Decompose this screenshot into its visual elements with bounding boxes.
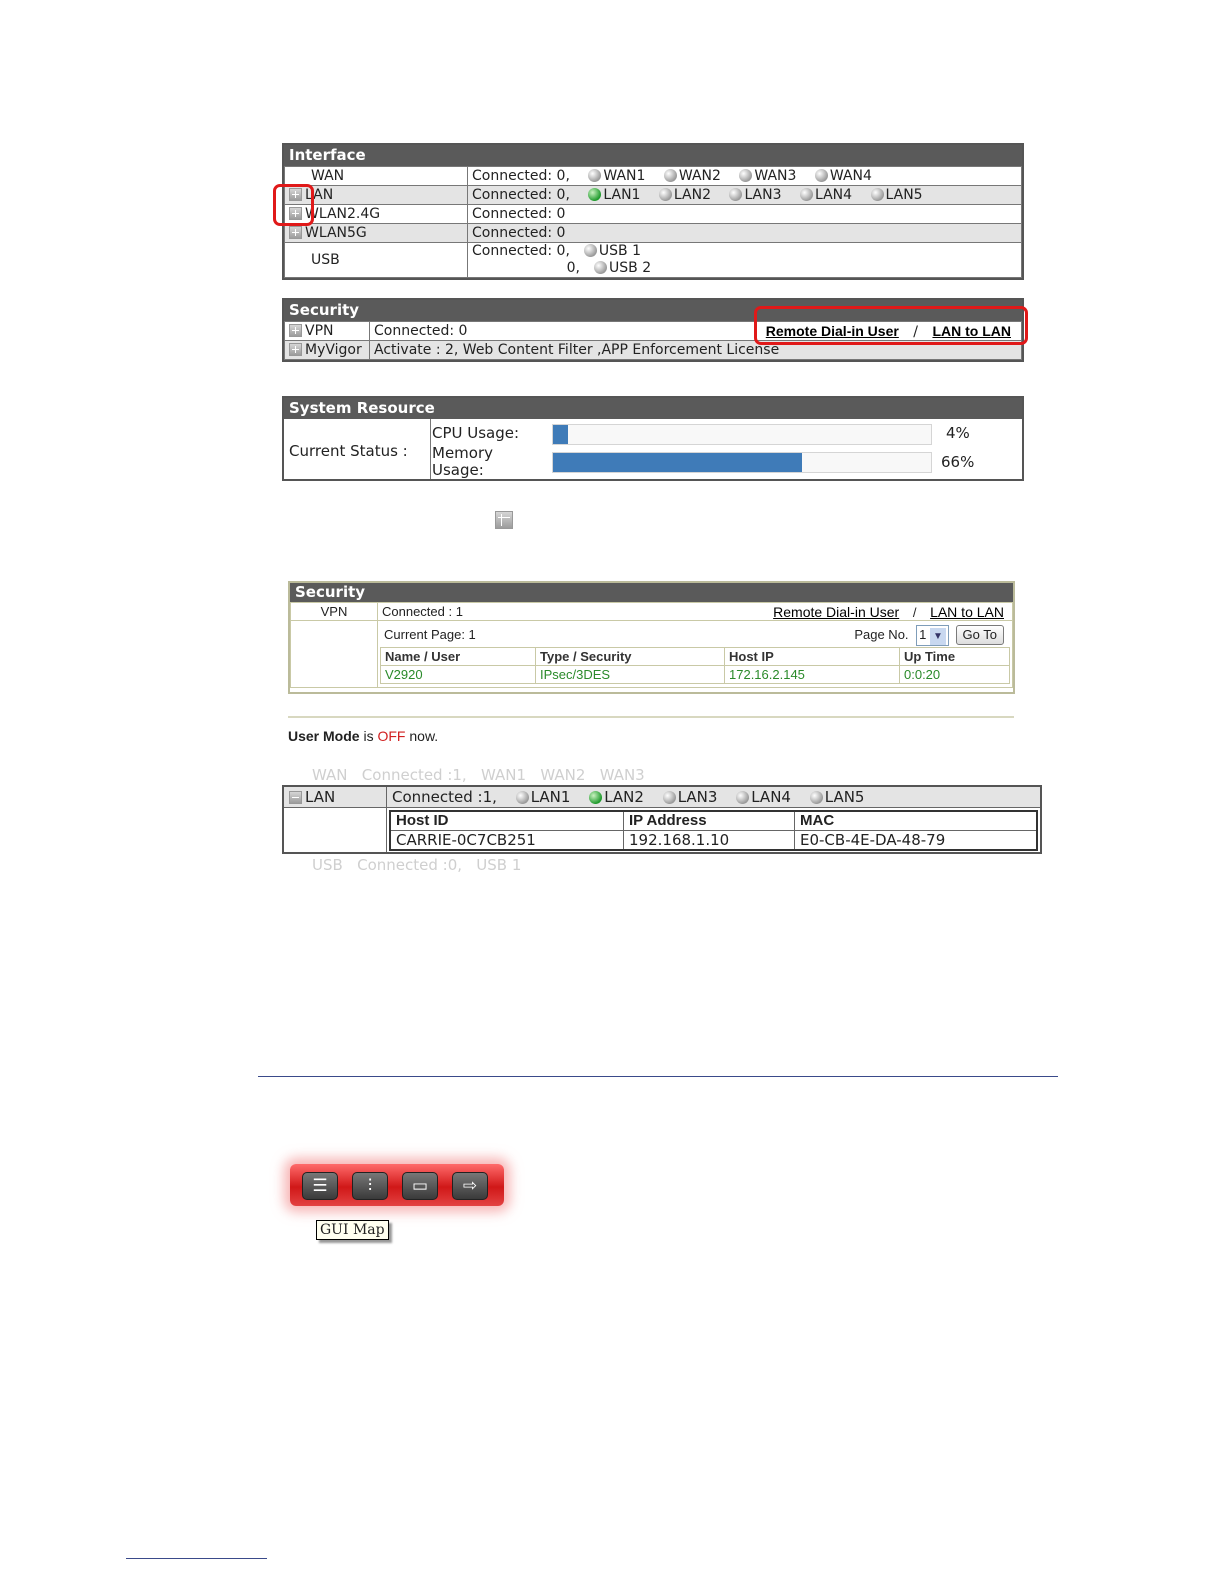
lan1-expanded-label: LAN1 — [530, 788, 571, 806]
usb-row — [285, 243, 1022, 278]
col-name-user: Name / User — [381, 648, 536, 666]
lan-host-row — [283, 808, 1041, 854]
col-host-ip: Host IP — [725, 648, 900, 666]
divider — [288, 716, 1014, 718]
vpn-label-cell — [285, 322, 370, 341]
faded-usb-row: USB Connected :0, USB 1 — [312, 856, 522, 874]
link-separator: / — [913, 324, 918, 340]
session-type: IPsec/3DES — [536, 666, 725, 684]
host-id-value: CARRIE-0C7CB251 — [390, 830, 624, 850]
lan-host-cell — [387, 808, 1042, 854]
security-expanded-panel — [288, 581, 1015, 694]
highlight-expand-icons — [273, 184, 314, 226]
vpn-label: VPN — [305, 323, 334, 339]
footnote-rule — [126, 1558, 267, 1559]
usb-status-cell — [468, 243, 1022, 278]
vpn-session-header — [381, 648, 1010, 666]
lan-host-table — [389, 810, 1038, 851]
wan3-status-icon — [739, 169, 752, 182]
lan2-expanded-label: LAN2 — [604, 788, 644, 806]
security-expanded-title: Security — [290, 583, 1013, 602]
usb-label: USB — [285, 243, 468, 278]
section-rule — [258, 1076, 1058, 1077]
wlan5-expand-icon[interactable] — [289, 226, 302, 239]
lan-label: LAN — [305, 187, 334, 203]
memory-label-line2: Usage: — [432, 461, 484, 479]
ip-address-value: 192.168.1.10 — [624, 830, 795, 850]
vpn-status: Connected: 0 — [374, 323, 468, 339]
usb2-line — [472, 260, 1017, 277]
col-mac: MAC — [795, 811, 1038, 831]
lan-row — [285, 186, 1022, 205]
save-button[interactable] — [402, 1172, 438, 1200]
wlan5-row — [285, 224, 1022, 243]
vpn-detail-spacer — [291, 621, 378, 688]
lan-expanded-table — [282, 785, 1042, 854]
lan1-label: LAN1 — [603, 187, 641, 203]
lan2-expanded-icon — [589, 791, 602, 804]
memory-usage-label — [432, 445, 493, 479]
lan5-status-icon — [871, 188, 884, 201]
lan-status-cell — [468, 186, 1022, 205]
lan4-expanded-label: LAN4 — [751, 788, 791, 806]
security-expanded-table — [290, 602, 1013, 688]
page-no-label: Page No. — [854, 627, 909, 642]
lan-to-lan-link[interactable]: LAN to LAN — [932, 323, 1011, 339]
lan-expanded-status-cell — [387, 786, 1042, 808]
lan2-status-icon — [659, 188, 672, 201]
vpn-expanded-status: Connected : 1 — [382, 604, 463, 619]
lan-collapse-icon[interactable] — [289, 791, 302, 804]
lan-host-header — [390, 811, 1037, 831]
vpn-detail-cell — [378, 621, 1013, 688]
col-type-security: Type / Security — [536, 648, 725, 666]
wan1-label: WAN1 — [603, 168, 646, 184]
memory-usage-value: 66% — [941, 453, 975, 471]
usb1-line — [472, 243, 1017, 260]
chevron-down-icon: ▼ — [930, 628, 946, 645]
gui-map-tooltip: GUI Map — [316, 1220, 389, 1240]
save-icon: ▭ — [411, 1176, 429, 1196]
link-separator-2: / — [912, 605, 917, 620]
gui-map-button[interactable] — [302, 1172, 338, 1200]
system-resource-title: System Resource — [284, 398, 1022, 419]
lan3-expanded-icon — [663, 791, 676, 804]
interface-panel — [282, 143, 1024, 280]
wan4-label: WAN4 — [829, 168, 872, 184]
gui-map-icon: ☰ — [312, 1176, 328, 1196]
page-no-value: 1 — [919, 627, 927, 642]
session-name: V2920 — [381, 666, 536, 684]
status-label-cell — [284, 419, 431, 479]
lan5-label: LAN5 — [885, 187, 923, 203]
lan4-expanded-icon — [736, 791, 749, 804]
lan-host-spacer — [283, 808, 387, 854]
logout-button[interactable] — [452, 1172, 488, 1200]
lan-expanded-label: LAN — [305, 788, 336, 806]
usb1-label: USB 1 — [598, 243, 642, 259]
plus-icon — [495, 511, 513, 529]
session-up-time: 0:0:20 — [900, 666, 1010, 684]
mac-value: E0-CB-4E-DA-48-79 — [795, 830, 1038, 850]
usb2-status-icon — [594, 261, 607, 274]
wan-label: WAN — [285, 167, 468, 186]
myvigor-expand-icon[interactable] — [289, 343, 302, 356]
vpn-expanded-status-cell — [378, 603, 1013, 621]
cpu-usage-label: CPU Usage: — [432, 424, 520, 442]
remote-dialin-user-link-2[interactable]: Remote Dial-in User — [773, 604, 900, 620]
session-host-ip: 172.16.2.145 — [725, 666, 900, 684]
current-page-label: Current Page: 1 — [384, 627, 476, 642]
vpn-detail-row — [291, 621, 1013, 688]
wlan24-status: Connected: 0 — [468, 205, 1022, 224]
myvigor-status: Activate : 2, Web Content Filter ,APP Enforcement License — [370, 341, 1022, 360]
lan5-expanded-label: LAN5 — [824, 788, 865, 806]
lan-expanded-label-cell — [283, 786, 387, 808]
remote-dialin-user-link[interactable]: Remote Dial-in User — [765, 323, 899, 339]
usb1-status: Connected: 0, — [472, 243, 570, 259]
memory-usage-bar — [552, 452, 932, 473]
vpn-session-table — [380, 647, 1010, 684]
cpu-usage-bar — [552, 424, 932, 445]
lan5-expanded-icon — [810, 791, 823, 804]
expand-icon — [495, 511, 516, 531]
usb2-status: 0, — [566, 260, 580, 276]
page-controls — [854, 623, 1004, 647]
lan1-status-icon — [588, 188, 601, 201]
wan1-status-icon — [588, 169, 601, 182]
security-title: Security — [284, 300, 1022, 321]
col-ip-address: IP Address — [624, 811, 795, 831]
wan3-label: WAN3 — [754, 168, 797, 184]
wan-row — [285, 167, 1022, 186]
faded-wan-row: WAN Connected :1, WAN1 WAN2 WAN3 — [312, 766, 645, 784]
current-status-label: Current Status : — [289, 442, 408, 460]
vpn-session-row — [381, 666, 1010, 684]
wlan24-row — [285, 205, 1022, 224]
vpn-expanded-links — [773, 604, 1004, 620]
col-up-time: Up Time — [900, 648, 1010, 666]
page-no-select[interactable] — [916, 625, 949, 646]
vpn-expand-icon[interactable] — [289, 324, 302, 337]
lan3-status-icon — [729, 188, 742, 201]
settings-sliders-icon: ⫶ — [367, 1176, 373, 1196]
logout-icon: ⇨ — [462, 1176, 478, 1196]
myvigor-label: MyVigor — [305, 342, 362, 358]
lan-expanded-status: Connected :1, — [392, 788, 497, 806]
wan2-status-icon — [664, 169, 677, 182]
cpu-usage-fill — [553, 425, 568, 444]
lan3-expanded-label: LAN3 — [677, 788, 718, 806]
vpn-expanded-row — [291, 603, 1013, 621]
cpu-usage-value: 4% — [946, 424, 970, 442]
lan-status: Connected: 0, — [472, 187, 570, 203]
wan-status-cell — [468, 167, 1022, 186]
memory-label-line1: Memory — [432, 444, 494, 462]
interface-table — [284, 166, 1022, 278]
wan4-status-icon — [815, 169, 828, 182]
top-toolbar — [290, 1164, 504, 1206]
lan1-expanded-icon — [516, 791, 529, 804]
goto-button[interactable]: Go To — [956, 625, 1004, 645]
vpn-expanded-label: VPN — [291, 603, 378, 621]
wan-status: Connected: 0, — [472, 168, 570, 184]
lan-to-lan-link-2[interactable]: LAN to LAN — [930, 604, 1004, 620]
lan4-status-icon — [800, 188, 813, 201]
col-host-id: Host ID — [390, 811, 624, 831]
usb1-status-icon — [584, 244, 597, 257]
wlan5-label: WLAN5G — [305, 225, 367, 241]
user-mode-line — [288, 728, 438, 744]
wan2-label: WAN2 — [678, 168, 721, 184]
wlan5-status: Connected: 0 — [468, 224, 1022, 243]
myvigor-label-cell — [285, 341, 370, 360]
memory-usage-fill — [553, 453, 802, 472]
settings-button[interactable] — [352, 1172, 388, 1200]
lan-expanded-panel — [282, 766, 1042, 876]
user-mode-label: User Mode — [288, 728, 360, 744]
lan-expanded-row — [283, 786, 1041, 808]
pagination-bar — [380, 623, 1010, 647]
user-mode-now: now. — [409, 728, 439, 744]
system-resource-panel — [282, 396, 1024, 481]
lan4-label: LAN4 — [814, 187, 853, 203]
lan3-label: LAN3 — [744, 187, 782, 203]
wlan24-label: WLAN2.4G — [305, 206, 381, 222]
usb2-label: USB 2 — [609, 260, 652, 276]
highlight-vpn-links — [754, 306, 1028, 345]
user-mode-state: OFF — [377, 728, 406, 744]
interface-title: Interface — [284, 145, 1022, 166]
user-mode-is: is — [363, 728, 374, 744]
wlan5-label-cell — [285, 224, 468, 243]
lan-host-data-row — [390, 830, 1037, 850]
lan2-label: LAN2 — [673, 187, 711, 203]
